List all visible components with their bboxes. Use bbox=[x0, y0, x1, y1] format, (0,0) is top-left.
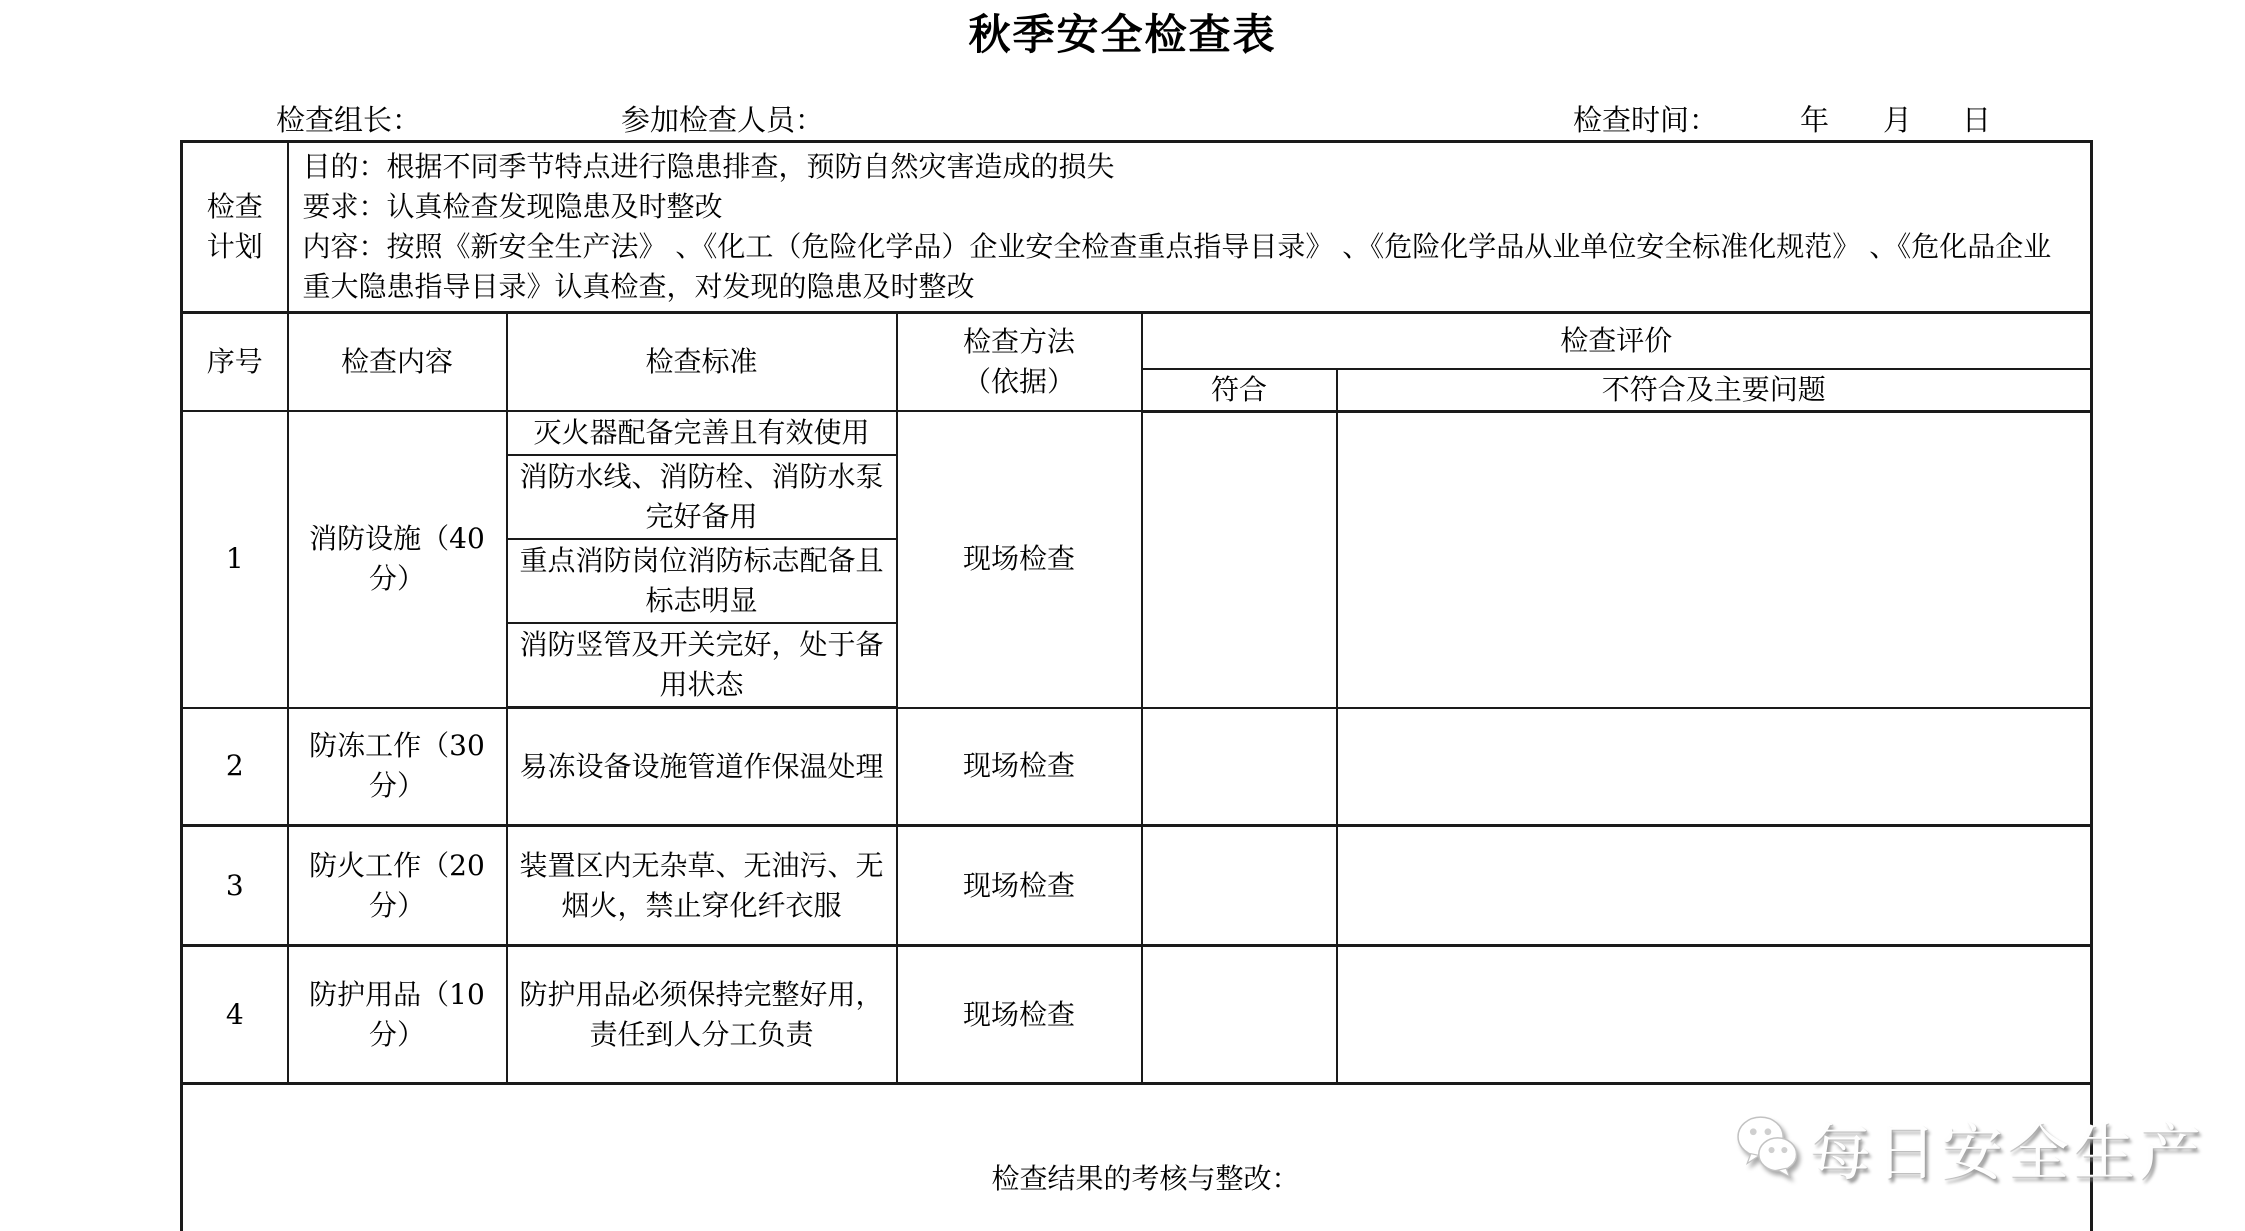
row3-method: 现场检查 bbox=[897, 826, 1142, 946]
footer-row bbox=[182, 1084, 2092, 1231]
row3-content: 防火工作（20 分） bbox=[288, 826, 507, 946]
header-nonconform: 不符合及主要问题 bbox=[1337, 369, 2092, 412]
plan-requirement: 要求：认真检查发现隐患及时整改 bbox=[302, 190, 723, 223]
table-row-4 bbox=[182, 946, 2092, 1084]
year-label: 年 bbox=[1800, 103, 1830, 137]
row4-conform-cell bbox=[1142, 946, 1337, 1084]
plan-scope: 内容：按照《新安全生产法》 、《化工（危险化学品）企业安全检查重点指导目录》 、《危险化学品从业单位安全标准化规范》 、《危化品企业重大隐患指导目录》认真检查，对发现的隐患及时整改 bbox=[302, 230, 2052, 303]
inspection-leader-label: 检查组长： bbox=[276, 103, 422, 137]
plan-label-line1: 检查 bbox=[206, 190, 263, 223]
table-row-2 bbox=[182, 708, 2092, 826]
row1-index: 1 bbox=[182, 411, 288, 708]
row1-content: 消防设施（40 分） bbox=[288, 411, 507, 708]
row2-content: 防冻工作（30 分） bbox=[288, 708, 507, 826]
row3-nonconform-cell bbox=[1337, 826, 2092, 946]
row2-method: 现场检查 bbox=[897, 708, 1142, 826]
row4-content: 防护用品（10 分） bbox=[288, 946, 507, 1084]
plan-row bbox=[182, 142, 2092, 313]
inspection-time-label: 检查时间： bbox=[1573, 103, 1719, 137]
table-row-3 bbox=[182, 826, 2092, 946]
header-conform: 符合 bbox=[1142, 369, 1337, 412]
row1-standard-1: 灭火器配备完善且有效使用 bbox=[507, 411, 897, 455]
footer-assessment-label: 检查结果的考核与整改： bbox=[182, 1084, 2092, 1231]
row1-standard-3: 重点消防岗位消防标志配备且标志明显 bbox=[507, 539, 897, 623]
table-row-1 bbox=[182, 411, 2092, 455]
row2-nonconform-cell bbox=[1337, 708, 2092, 826]
day-label: 日 bbox=[1962, 103, 1992, 137]
row1-standard-2: 消防水线、消防栓、消防水泵完好备用 bbox=[507, 455, 897, 539]
header-index: 序号 bbox=[182, 313, 288, 412]
month-label: 月 bbox=[1883, 103, 1913, 137]
plan-content-cell bbox=[288, 142, 2092, 313]
header-row-1 bbox=[182, 313, 2092, 369]
plan-row-label bbox=[182, 142, 288, 313]
row4-standard-1: 防护用品必须保持完整好用，责任到人分工负责 bbox=[507, 946, 897, 1084]
row1-nonconform-cell bbox=[1337, 411, 2092, 708]
header-method-line1: 检查方法 bbox=[962, 325, 1075, 358]
row3-index: 3 bbox=[182, 826, 288, 946]
row3-conform-cell bbox=[1142, 826, 1337, 946]
row1-conform-cell bbox=[1142, 411, 1337, 708]
row4-index: 4 bbox=[182, 946, 288, 1084]
participants-label: 参加检查人员： bbox=[621, 103, 825, 137]
row3-standard-1: 装置区内无杂草、无油污、无烟火，禁止穿化纤衣服 bbox=[507, 826, 897, 946]
page-title: 秋季安全检查表 bbox=[968, 10, 1277, 59]
header-evaluation: 检查评价 bbox=[1142, 313, 2092, 369]
row4-method: 现场检查 bbox=[897, 946, 1142, 1084]
info-line bbox=[0, 98, 2245, 138]
row1-method: 现场检查 bbox=[897, 411, 1142, 708]
row1-standard-4: 消防竖管及开关完好，处于备用状态 bbox=[507, 623, 897, 708]
inspection-table bbox=[180, 140, 2093, 1231]
watermark-text: 每日安全生产 bbox=[1808, 1115, 2205, 1189]
row2-conform-cell bbox=[1142, 708, 1337, 826]
plan-label-line2: 计划 bbox=[206, 230, 263, 263]
header-method bbox=[897, 313, 1142, 412]
header-content: 检查内容 bbox=[288, 313, 507, 412]
header-method-line2: （依据） bbox=[962, 365, 1075, 398]
row2-index: 2 bbox=[182, 708, 288, 826]
header-standard: 检查标准 bbox=[507, 313, 897, 412]
row4-nonconform-cell bbox=[1337, 946, 2092, 1084]
plan-purpose: 目的：根据不同季节特点进行隐患排查，预防自然灾害造成的损失 bbox=[302, 150, 1115, 183]
row2-standard-1: 易冻设备设施管道作保温处理 bbox=[507, 708, 897, 826]
